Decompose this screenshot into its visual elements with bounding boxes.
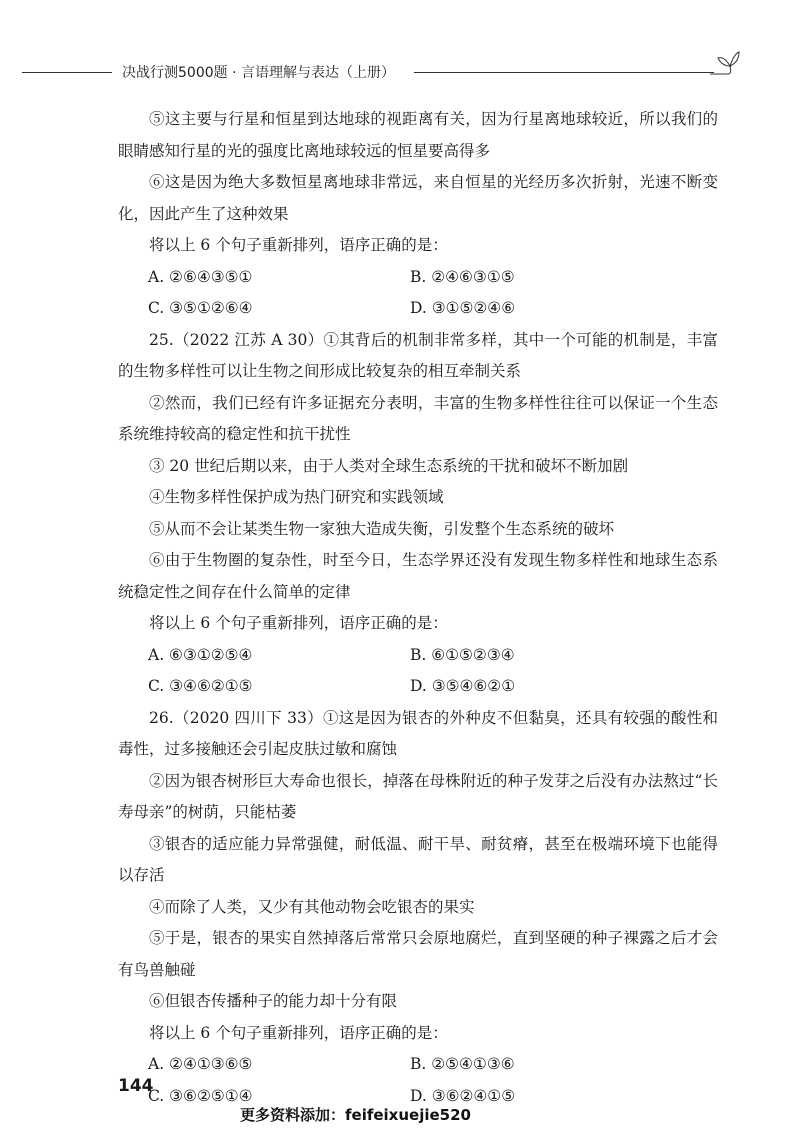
q26-sentence-5: ⑤于是，银杏的果实自然掉落后常常只会原地腐烂，直到坚硬的种子裸露之后才会有鸟兽触碰 bbox=[118, 929, 718, 979]
q25-sentence-3: ③ 20 世纪后期以来，由于人类对全球生态系统的干扰和破坏不断加剧 bbox=[149, 456, 629, 475]
q25-option-d: D. ③⑤④⑥②① bbox=[410, 677, 516, 695]
q25-sentence-2: ②然而，我们已经有许多证据充分表明，丰富的生物多样性往往可以保证一个生态系统维持较高的稳定性和抗干扰性 bbox=[118, 393, 718, 443]
q25-sentence-5: ⑤从而不会让某类生物一家独大造成失衡，引发整个生态系统的破坏 bbox=[149, 519, 615, 538]
q25-options-row-2 bbox=[118, 671, 718, 703]
q26-option-d: D. ③⑥②④①⑤ bbox=[410, 1086, 516, 1105]
q26-option-b: B. ②⑤④①③⑥ bbox=[410, 1055, 515, 1073]
q24-options-row-1 bbox=[118, 262, 718, 294]
q25-option-c: C. ③④⑥②①⑤ bbox=[148, 677, 253, 695]
q26-sentence-4: ④而除了人类，又少有其他动物会吃银杏的果实 bbox=[149, 897, 475, 916]
q25-sentence-4: ④生物多样性保护成为热门研究和实践领域 bbox=[149, 488, 444, 506]
q24-option-b: B. ②④⑥③①⑤ bbox=[410, 267, 515, 286]
q24-prompt: 将以上 6 个句子重新排列，语序正确的是： bbox=[149, 236, 448, 254]
q24-option-a: A. ②⑥④③⑤① bbox=[148, 267, 253, 286]
q25-option-b: B. ⑥①⑤②③④ bbox=[410, 645, 515, 664]
q26-sentence-1: 26.（2020 四川下 33）①这是因为银杏的外种皮不但黏臭，还具有较强的酸性和毒性，过多接触还会引起皮肤过敏和腐蚀 bbox=[118, 708, 718, 758]
q24-sentence-5: ⑤这主要与行星和恒星到达地球的视距离有关，因为行星离地球较近，所以我们的眼睛感知行星的光的强度比离地球较远的恒星要高得多 bbox=[118, 110, 718, 160]
q25-option-a: A. ⑥③①②⑤④ bbox=[148, 645, 253, 664]
q24-sentence-6: ⑥这是因为绝大多数恒星离地球非常远，来自恒星的光经历多次折射，光速不断变化，因此产生了这种效果 bbox=[118, 173, 718, 223]
page-body bbox=[118, 104, 718, 1112]
q25-options-row-1 bbox=[118, 640, 718, 672]
q26-options-row-1 bbox=[118, 1049, 718, 1081]
book-title: 决战行测5000题 · 言语理解与表达（上册） bbox=[122, 65, 395, 81]
footer-note: 更多资料添加：feifeixuejie520 bbox=[240, 1106, 471, 1124]
q24-option-c: C. ③⑤①②⑥④ bbox=[148, 299, 253, 317]
q25-sentence-1: 25.（2022 江苏 A 30）①其背后的机制非常多样，其中一个可能的机制是，丰富的生物多样性可以让生物之间形成比较复杂的相互牵制关系 bbox=[118, 330, 718, 380]
header-rule-right bbox=[414, 72, 714, 73]
sprout-icon bbox=[706, 44, 740, 78]
q25-sentence-6: ⑥由于生物圈的复杂性，时至今日，生态学界还没有发现生物多样性和地球生态系统稳定性之间存在什么简单的定律 bbox=[118, 551, 718, 601]
q26-prompt: 将以上 6 个句子重新排列，语序正确的是： bbox=[149, 1023, 448, 1042]
q24-options-row-2 bbox=[118, 293, 718, 325]
q26-option-c: C. ③⑥②⑤①④ bbox=[148, 1086, 253, 1105]
q26-option-a: A. ②④①③⑥⑤ bbox=[148, 1055, 253, 1073]
q26-sentence-6: ⑥但银杏传播种子的能力却十分有限 bbox=[149, 992, 398, 1010]
q24-option-d: D. ③①⑤②④⑥ bbox=[410, 299, 516, 317]
header-rule-left bbox=[22, 72, 112, 73]
q25-prompt: 将以上 6 个句子重新排列，语序正确的是： bbox=[149, 614, 448, 632]
page-number: 144 bbox=[118, 1076, 154, 1096]
running-header bbox=[22, 60, 722, 86]
q26-sentence-2: ②因为银杏树形巨大寿命也很长，掉落在母株附近的种子发芽之后没有办法熬过“长寿母亲”的树荫，只能枯萎 bbox=[118, 771, 718, 821]
q26-sentence-3: ③银杏的适应能力异常强健，耐低温、耐干旱、耐贫瘠，甚至在极端环境下也能得以存活 bbox=[118, 834, 718, 884]
